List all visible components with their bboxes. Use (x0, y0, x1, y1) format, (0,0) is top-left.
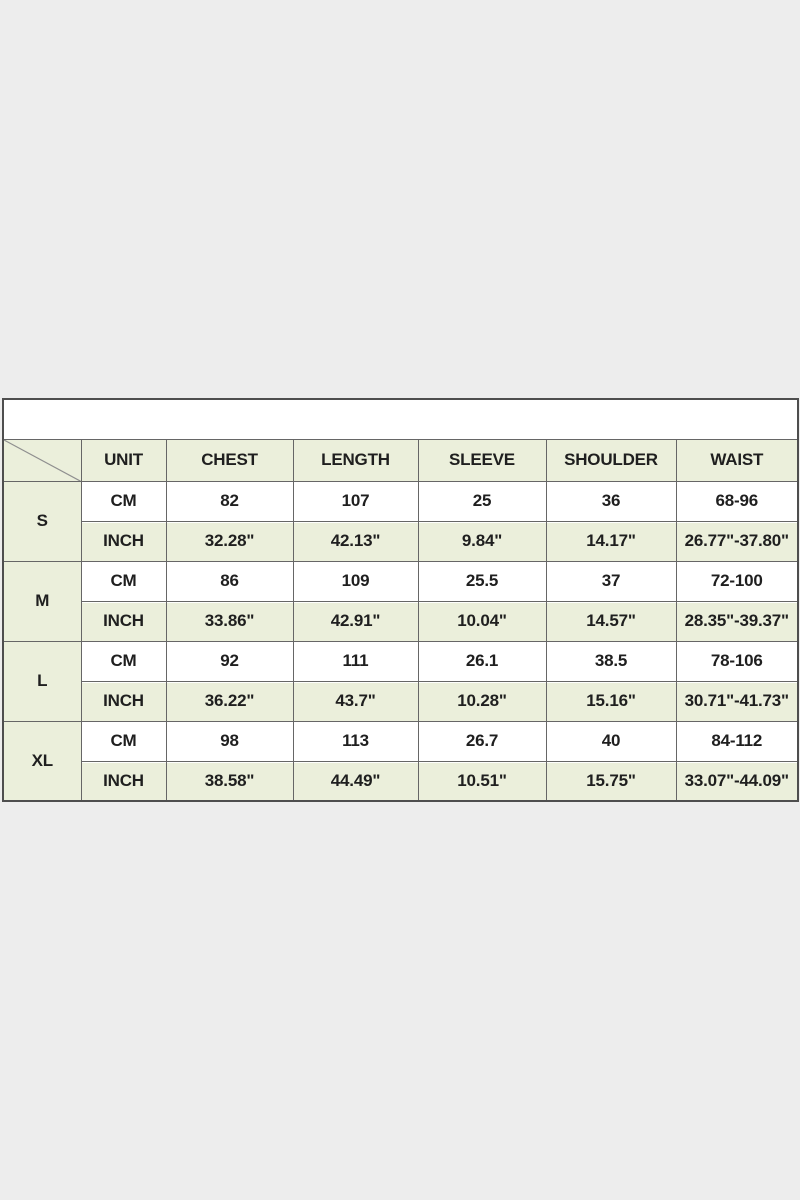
size-label-xl: XL (3, 721, 81, 801)
cell-m-inch-sleeve: 10.04" (418, 601, 546, 641)
column-header-waist: WAIST (676, 439, 798, 481)
row-m-cm (3, 561, 798, 601)
cell-l-inch-chest: 36.22" (166, 681, 293, 721)
cell-s-inch-chest: 32.28" (166, 521, 293, 561)
unit-cell: CM (81, 561, 166, 601)
cell-l-cm-waist: 78-106 (676, 641, 798, 681)
row-s-cm (3, 481, 798, 521)
cell-xl-cm-sleeve: 26.7 (418, 721, 546, 761)
column-header-shoulder: SHOULDER (546, 439, 676, 481)
size-table-title: SIZE TABLE (356, 409, 445, 429)
cell-xl-cm-length: 113 (293, 721, 418, 761)
unit-cell: INCH (81, 761, 166, 801)
row-xl-cm (3, 721, 798, 761)
cell-m-cm-sleeve: 25.5 (418, 561, 546, 601)
unit-cell: CM (81, 721, 166, 761)
cell-s-cm-waist: 68-96 (676, 481, 798, 521)
size-label-m: M (3, 561, 81, 641)
cell-l-cm-chest: 92 (166, 641, 293, 681)
title-row (3, 399, 798, 439)
diagonal-cell (3, 439, 81, 481)
cell-m-cm-length: 109 (293, 561, 418, 601)
cell-xl-inch-length: 44.49" (293, 761, 418, 801)
size-table (2, 398, 799, 802)
cell-xl-cm-waist: 84-112 (676, 721, 798, 761)
diagonal-line-icon (4, 440, 81, 481)
cell-l-cm-length: 111 (293, 641, 418, 681)
cell-xl-cm-shoulder: 40 (546, 721, 676, 761)
column-header-chest: CHEST (166, 439, 293, 481)
cell-s-inch-waist: 26.77"-37.80" (676, 521, 798, 561)
cell-s-cm-length: 107 (293, 481, 418, 521)
cell-s-inch-sleeve: 9.84" (418, 521, 546, 561)
cell-l-cm-shoulder: 38.5 (546, 641, 676, 681)
cell-m-inch-shoulder: 14.57" (546, 601, 676, 641)
column-header-unit: UNIT (81, 439, 166, 481)
row-m-inch (3, 601, 798, 641)
cell-l-cm-sleeve: 26.1 (418, 641, 546, 681)
cell-l-inch-length: 43.7" (293, 681, 418, 721)
row-xl-inch (3, 761, 798, 801)
cell-m-inch-waist: 28.35"-39.37" (676, 601, 798, 641)
cell-m-inch-chest: 33.86" (166, 601, 293, 641)
size-label-l: L (3, 641, 81, 721)
row-s-inch (3, 521, 798, 561)
cell-s-cm-chest: 82 (166, 481, 293, 521)
header-row (3, 439, 798, 481)
row-l-cm (3, 641, 798, 681)
cell-xl-inch-shoulder: 15.75" (546, 761, 676, 801)
cell-m-inch-length: 42.91" (293, 601, 418, 641)
unit-cell: INCH (81, 681, 166, 721)
cell-s-cm-sleeve: 25 (418, 481, 546, 521)
unit-cell: CM (81, 641, 166, 681)
cell-s-cm-shoulder: 36 (546, 481, 676, 521)
unit-cell: CM (81, 481, 166, 521)
column-header-sleeve: SLEEVE (418, 439, 546, 481)
cell-s-inch-shoulder: 14.17" (546, 521, 676, 561)
size-table-title-bar (3, 399, 798, 439)
cell-m-cm-shoulder: 37 (546, 561, 676, 601)
cell-xl-inch-sleeve: 10.51" (418, 761, 546, 801)
cell-s-inch-length: 42.13" (293, 521, 418, 561)
cell-m-cm-waist: 72-100 (676, 561, 798, 601)
cell-xl-inch-waist: 33.07"-44.09" (676, 761, 798, 801)
row-l-inch (3, 681, 798, 721)
cell-l-inch-waist: 30.71"-41.73" (676, 681, 798, 721)
cell-m-cm-chest: 86 (166, 561, 293, 601)
unit-cell: INCH (81, 521, 166, 561)
cell-l-inch-shoulder: 15.16" (546, 681, 676, 721)
cell-xl-inch-chest: 38.58" (166, 761, 293, 801)
column-header-length: LENGTH (293, 439, 418, 481)
unit-cell: INCH (81, 601, 166, 641)
size-label-s: S (3, 481, 81, 561)
cell-l-inch-sleeve: 10.28" (418, 681, 546, 721)
cell-xl-cm-chest: 98 (166, 721, 293, 761)
